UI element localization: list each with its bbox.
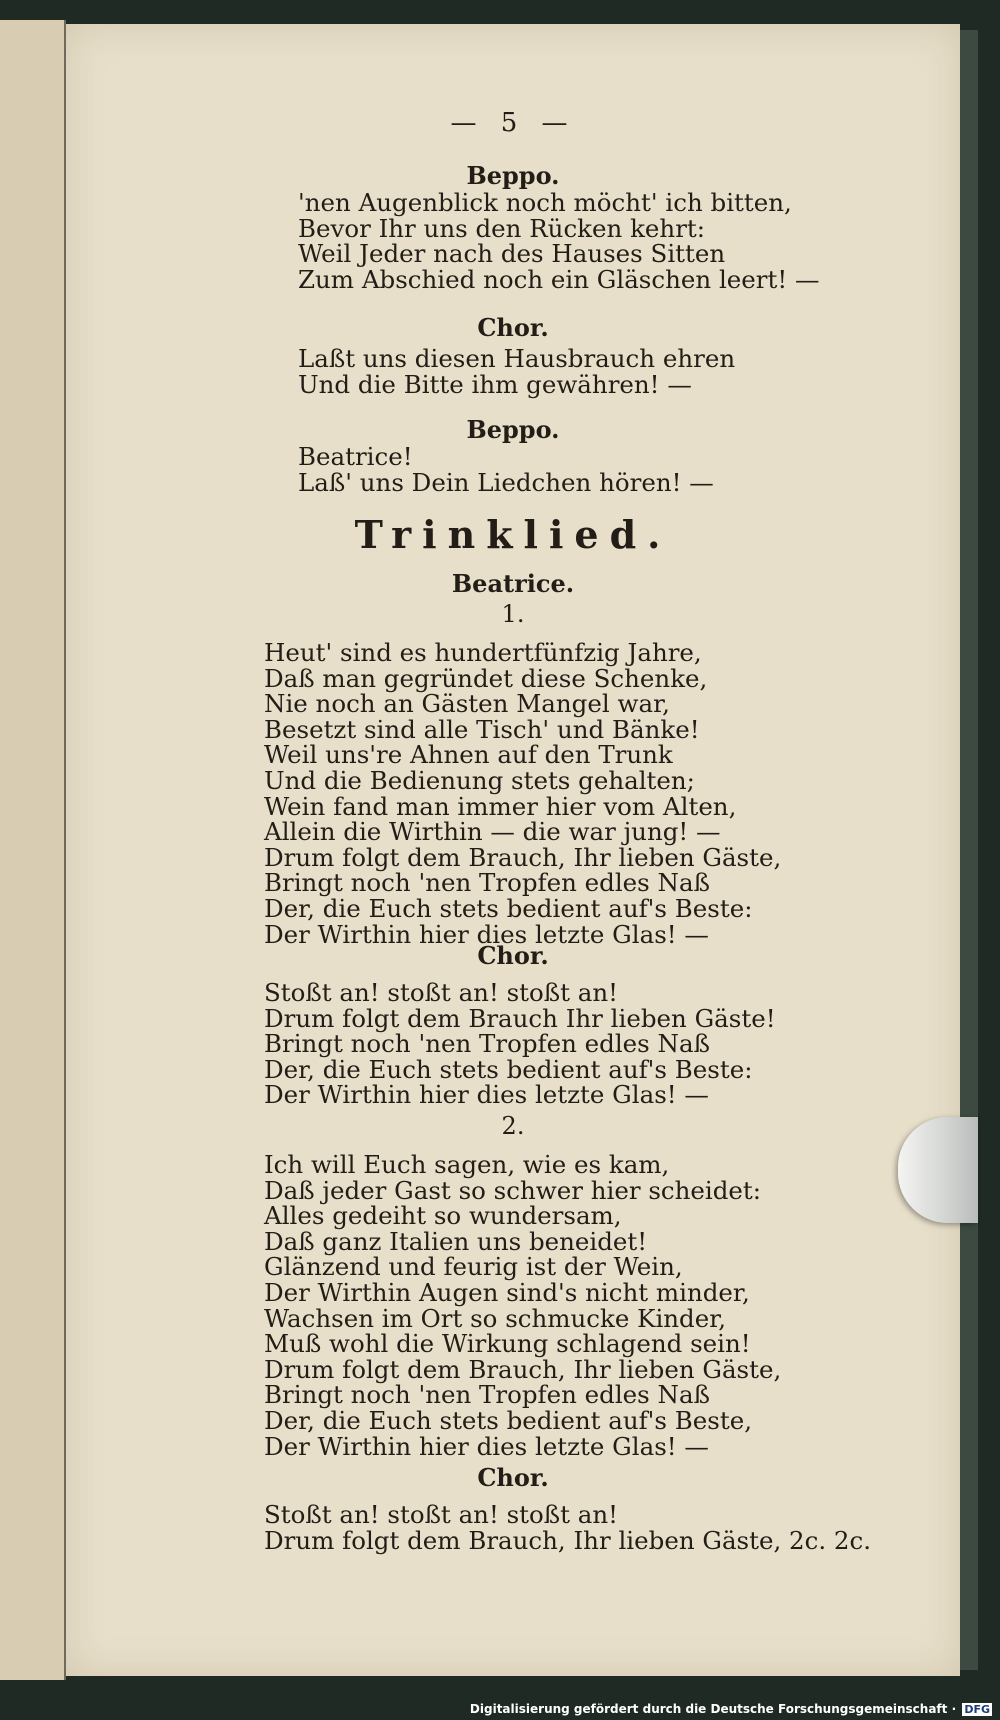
section-beppo-1	[66, 162, 960, 292]
verse-line: Daß ganz Italien uns beneidet!	[264, 1226, 648, 1256]
verse-line: Beatrice!	[298, 442, 413, 471]
verse-line: Laß' uns Dein Liedchen hören! —	[298, 467, 714, 497]
verse-line: Wein fand man immer hier vom Alten,	[264, 791, 737, 821]
verse-line: Daß jeder Gast so schwer hier scheidet:	[264, 1175, 762, 1205]
verse-line: Stoßt an! stoßt an! stoßt an!	[264, 1500, 618, 1529]
verse-line: Allein die Wirthin — die war jung! —	[264, 817, 721, 847]
verse-line: Der Wirthin hier dies letzte Glas! —	[264, 919, 709, 949]
speaker-label: Beppo.	[466, 415, 560, 444]
speaker-label: Chor.	[477, 941, 549, 970]
speaker-label: Chor.	[477, 313, 549, 342]
verse-line: Der, die Euch stets bedient auf's Beste:	[264, 1054, 753, 1084]
chorus-1	[66, 980, 1000, 1108]
verse-line: Laßt uns diesen Hausbrauch ehren	[298, 344, 736, 373]
verse-1	[66, 640, 1000, 947]
page-edge	[960, 30, 978, 1670]
section-beppo-2	[66, 416, 960, 495]
book-page	[66, 24, 960, 1676]
verse-line: Bringt noch 'nen Tropfen edles Naß	[264, 1380, 710, 1410]
verse-line: Bringt noch 'nen Tropfen edles Naß	[264, 1029, 710, 1059]
verse-line: Wachsen im Ort so schmucke Kinder,	[264, 1303, 727, 1333]
verse-line: Glänzend und feurig ist der Wein,	[264, 1252, 683, 1282]
verse-line: Heut' sind es hundertfünfzig Jahre,	[264, 638, 702, 667]
verse-line: Der Wirthin Augen sind's nicht minder,	[264, 1277, 750, 1307]
chorus-2	[66, 1502, 1000, 1553]
verse-line: Stoßt an! stoßt an! stoßt an!	[264, 978, 618, 1007]
verse-line: Bevor Ihr uns den Rücken kehrt:	[298, 213, 706, 243]
section-chor-1	[66, 314, 960, 397]
verse-line: Drum folgt dem Brauch, Ihr lieben Gäste, 2c. 2c.	[264, 1525, 872, 1555]
speaker-label: Chor.	[477, 1463, 549, 1492]
verse-line: Der Wirthin hier dies letzte Glas! —	[264, 1080, 709, 1110]
verse-line: Ich will Euch sagen, wie es kam,	[264, 1150, 670, 1179]
verse-line: Drum folgt dem Brauch Ihr lieben Gäste!	[264, 1003, 776, 1033]
verse-line: 'nen Augenblick noch möcht' ich bitten,	[298, 188, 792, 217]
verse-line: Muß wohl die Wirkung schlagend sein!	[264, 1329, 751, 1359]
song-singer: Beatrice.	[451, 569, 575, 598]
footer-credit: Digitalisierung gefördert durch die Deutsche Forschungsgemeinschaft · DFG	[469, 1702, 990, 1716]
verse-line: Und die Bitte ihm gewähren! —	[298, 369, 692, 399]
dfg-logo: DFG	[964, 1703, 990, 1716]
verse-line: Daß man gegründet diese Schenke,	[264, 663, 708, 693]
previous-page-edge	[0, 20, 66, 1680]
verse-line: Der, die Euch stets bedient auf's Beste,	[264, 1405, 752, 1435]
verse-line: Drum folgt dem Brauch, Ihr lieben Gäste,	[264, 1354, 782, 1384]
verse-line: Zum Abschied noch ein Gläschen leert! —	[298, 264, 820, 294]
speaker-label: Beppo.	[466, 161, 560, 190]
verse-line: Der Wirthin hier dies letzte Glas! —	[264, 1431, 709, 1461]
footer-text: Digitalisierung gefördert durch die Deutsche Forschungsgemeinschaft	[469, 1702, 948, 1716]
verse-line: Drum folgt dem Brauch, Ihr lieben Gäste,	[264, 842, 782, 872]
verse-number: 1.	[501, 600, 525, 628]
verse-line: Alles gedeiht so wundersam,	[264, 1201, 622, 1231]
song-title: Trinklied.	[354, 512, 672, 557]
verse-line: Und die Bedienung stets gehalten;	[264, 765, 695, 795]
verse-line: Bringt noch 'nen Tropfen edles Naß	[264, 868, 710, 898]
verse-2	[66, 1152, 1000, 1459]
verse-line: Nie noch an Gästen Mangel war,	[264, 689, 670, 719]
verse-line: Weil Jeder nach des Hauses Sitten	[298, 239, 726, 269]
verse-line: Der, die Euch stets bedient auf's Beste:	[264, 893, 753, 923]
verse-line: Besetzt sind alle Tisch' und Bänke!	[264, 714, 700, 744]
verse-number: 2.	[501, 1112, 525, 1140]
page-number: — 5 —	[450, 108, 576, 138]
verse-line: Weil uns're Ahnen auf den Trunk	[264, 740, 673, 770]
